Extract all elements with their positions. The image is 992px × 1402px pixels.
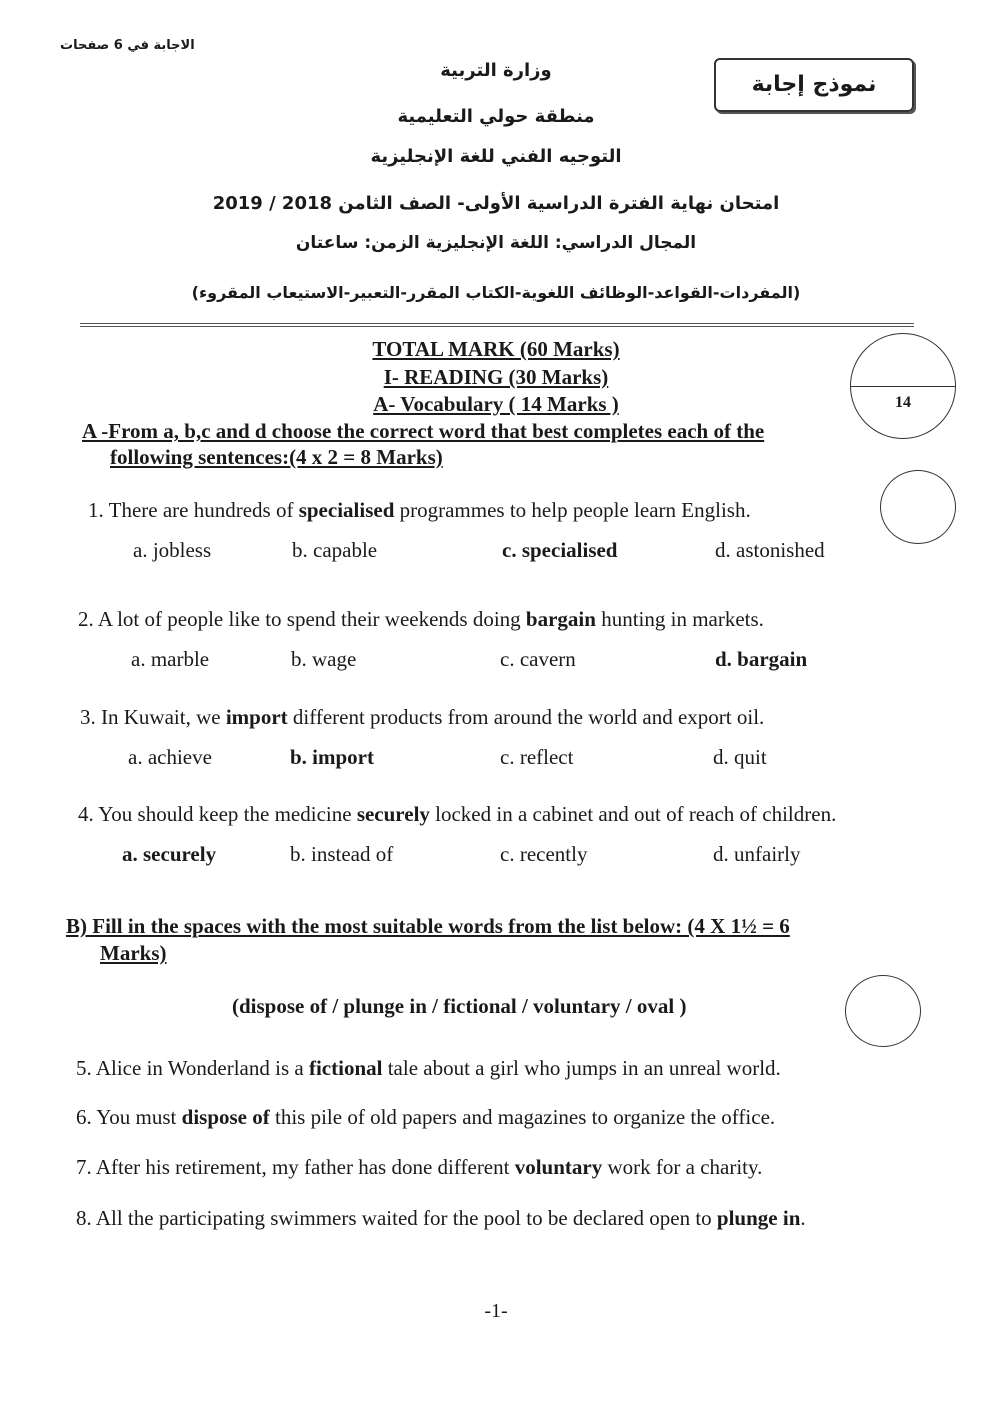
- question-text: 4. You should keep the medicine: [78, 802, 357, 826]
- option-b[interactable]: b. wage: [291, 647, 357, 671]
- question-keyword: import: [225, 705, 288, 729]
- question-keyword: securely: [356, 802, 430, 826]
- option-d[interactable]: d. unfairly: [713, 842, 801, 866]
- sentence-answer: plunge in: [716, 1206, 801, 1230]
- option-b[interactable]: b. import: [290, 745, 374, 769]
- option-c[interactable]: c. recently: [500, 842, 588, 866]
- option-b[interactable]: b. capable: [292, 538, 378, 562]
- sentence-5: [76, 1056, 781, 1081]
- sentence-answer: dispose of: [181, 1105, 270, 1129]
- section-a-instruction: A -From a, b,c and d choose the correct word that best completes each of the: [82, 419, 765, 443]
- sentence-text: 6. You must: [76, 1105, 182, 1129]
- supervision: التوجيه الفني للغة الإنجليزية: [370, 146, 622, 167]
- question-keyword: specialised: [298, 498, 395, 522]
- section-b-instruction: B) Fill in the spaces with the most suitable words from the list below: (4 X 1½ = 6: [66, 914, 790, 938]
- double-rule: [80, 323, 914, 327]
- model-answer-label: نموذج إجابة: [751, 72, 877, 97]
- components: (المفردات-القواعد-الوظائف اللغوية-الكتاب المقرر-التعبير-الاستيعاب المقروء): [191, 283, 801, 302]
- sentence-text: .: [800, 1206, 806, 1230]
- sentence-7: [76, 1155, 762, 1180]
- word-list: (dispose of / plunge in / fictional / voluntary / oval ): [232, 994, 687, 1018]
- sentence-answer: fictional: [308, 1056, 383, 1080]
- question-text: 2. A lot of people like to spend their weekends doing: [78, 607, 526, 631]
- question-3: [80, 705, 764, 730]
- option-a[interactable]: a. marble: [131, 647, 210, 671]
- subject-time: المجال الدراسي: اللغة الإنجليزية الزمن: ساعتان: [295, 233, 697, 253]
- exam-title: امتحان نهاية الفترة الدراسية الأولى- الصف الثامن 2018 / 2019: [212, 193, 780, 214]
- sentence-text: 5. Alice in Wonderland is a: [76, 1056, 309, 1080]
- score-mark: 14: [895, 394, 911, 411]
- sentence-answer: voluntary: [514, 1155, 603, 1179]
- district: منطقة حولي التعليمية: [397, 106, 595, 127]
- question-1: [88, 498, 751, 523]
- pages-note: الاجابة في 6 صفحات: [60, 38, 195, 53]
- section-b-instruction-2: Marks): [100, 941, 167, 965]
- option-d[interactable]: d. bargain: [715, 647, 808, 671]
- section-a-instruction-2: following sentences:(4 x 2 = 8 Marks): [110, 445, 443, 469]
- score-circle-a: [880, 470, 956, 544]
- option-a[interactable]: a. jobless: [133, 538, 212, 562]
- question-text: 1. There are hundreds of: [88, 498, 299, 522]
- sentence-text: this pile of old papers and magazines to organize the office.: [269, 1105, 776, 1129]
- total-mark-title: TOTAL MARK (60 Marks): [372, 337, 620, 361]
- question-2: [78, 607, 764, 632]
- option-a[interactable]: a. achieve: [128, 745, 212, 769]
- question-text: 3. In Kuwait, we: [80, 705, 226, 729]
- option-b[interactable]: b. instead of: [290, 842, 394, 866]
- question-keyword: bargain: [525, 607, 596, 631]
- ministry: وزارة التربية: [440, 60, 552, 81]
- option-c[interactable]: c. specialised: [502, 538, 618, 562]
- reading-title: I- READING (30 Marks): [383, 365, 609, 389]
- question-text: different products from around the world and export oil.: [287, 705, 765, 729]
- sentence-text: work for a charity.: [602, 1155, 763, 1179]
- sentence-6: [76, 1105, 775, 1130]
- question-text: hunting in markets.: [595, 607, 764, 631]
- option-c[interactable]: c. cavern: [500, 647, 576, 671]
- sentence-text: 8. All the participating swimmers waited for the pool to be declared open to: [76, 1206, 717, 1230]
- question-4: [78, 802, 836, 827]
- question-text: programmes to help people learn English.: [394, 498, 751, 522]
- score-circle-b: [845, 975, 921, 1047]
- option-d[interactable]: d. quit: [713, 745, 767, 769]
- sentence-text: tale about a girl who jumps in an unreal world.: [382, 1056, 781, 1080]
- score-circle: [850, 333, 956, 439]
- option-a[interactable]: a. securely: [122, 842, 217, 866]
- option-c[interactable]: c. reflect: [500, 745, 574, 769]
- page-number: -1-: [484, 1300, 508, 1322]
- option-d[interactable]: d. astonished: [715, 538, 825, 562]
- vocab-title: A- Vocabulary ( 14 Marks ): [373, 392, 619, 416]
- sentence-8: [76, 1206, 806, 1231]
- sentence-text: 7. After his retirement, my father has done different: [76, 1155, 515, 1179]
- question-text: locked in a cabinet and out of reach of children.: [429, 802, 837, 826]
